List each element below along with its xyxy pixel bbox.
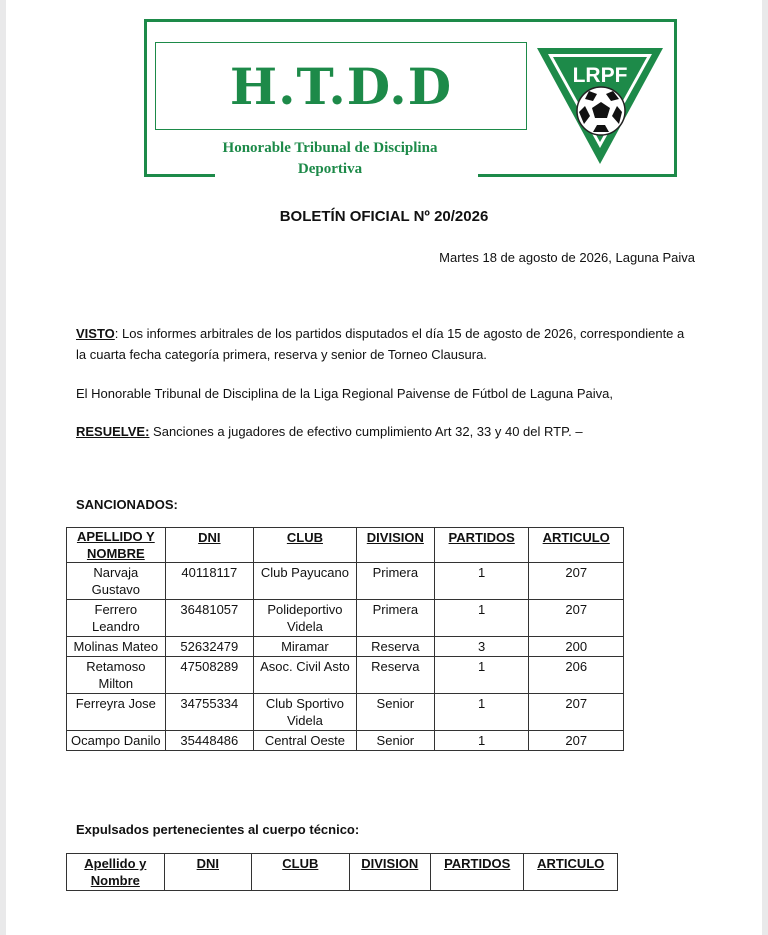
sancionados-table (66, 527, 624, 751)
lrpf-logo-icon (533, 44, 667, 168)
cell-nombre: Ferreyra Jose (67, 694, 166, 731)
title-box (155, 42, 527, 130)
col-header-articulo: ARTICULO (529, 528, 624, 563)
cell-club: Miramar (254, 637, 357, 657)
table-row (67, 694, 624, 731)
cell-club: Polideportivo Videla (254, 600, 357, 637)
cell-articulo: 207 (529, 731, 624, 751)
cell-partidos: 1 (434, 657, 529, 694)
sancionados-header-row (67, 528, 624, 563)
cell-dni: 47508289 (165, 657, 253, 694)
sancionados-label: SANCIONADOS: (76, 497, 178, 512)
col-header-dni: DNI (165, 528, 253, 563)
table-row (67, 731, 624, 751)
cell-articulo: 200 (529, 637, 624, 657)
resuelve-text: Sanciones a jugadores de efectivo cumplimiento Art 32, 33 y 40 del RTP. – (149, 424, 583, 439)
cell-division: Reserva (356, 637, 434, 657)
subtitle-line-2: Deportiva (297, 161, 363, 177)
cell-division: Senior (356, 731, 434, 751)
cell-club: Club Sportivo Videla (254, 694, 357, 731)
expulsados-header-row (67, 854, 618, 891)
col-header-partidos: PARTIDOS (430, 854, 524, 891)
cell-division: Senior (356, 694, 434, 731)
col-header-club: CLUB (252, 854, 350, 891)
table-row (67, 563, 624, 600)
subtitle-line-1: Honorable Tribunal de Disciplina (222, 140, 438, 156)
header-frame-bottom-right (478, 174, 677, 177)
tribunal-paragraph: El Honorable Tribunal de Disciplina de la Liga Regional Paivense de Fútbol de Laguna Paiva, (76, 386, 613, 401)
cell-articulo: 207 (529, 694, 624, 731)
resuelve-label: RESUELVE: (76, 424, 150, 439)
cell-partidos: 1 (434, 731, 529, 751)
cell-dni: 36481057 (165, 600, 253, 637)
cell-division: Reserva (356, 657, 434, 694)
resuelve-paragraph (76, 421, 696, 442)
col-header-apellido: Apellido y Nombre (67, 854, 165, 891)
expulsados-table (66, 853, 618, 891)
bulletin-date-place: Martes 18 de agosto de 2026, Laguna Paiva (439, 250, 695, 265)
col-header-club: CLUB (254, 528, 357, 563)
cell-nombre: Narvaja Gustavo (67, 563, 166, 600)
cell-club: Asoc. Civil Asto (254, 657, 357, 694)
cell-partidos: 1 (434, 694, 529, 731)
cell-nombre: Ferrero Leandro (67, 600, 166, 637)
logo-text: LRPF (572, 64, 628, 87)
cell-articulo: 207 (529, 563, 624, 600)
cell-division: Primera (356, 600, 434, 637)
cell-nombre: Ocampo Danilo (67, 731, 166, 751)
cell-dni: 52632479 (165, 637, 253, 657)
org-subtitle (175, 138, 485, 180)
expulsados-label: Expulsados pertenecientes al cuerpo técnico: (76, 822, 360, 837)
cell-partidos: 1 (434, 600, 529, 637)
cell-dni: 35448486 (165, 731, 253, 751)
cell-partidos: 3 (434, 637, 529, 657)
col-header-division: DIVISION (356, 528, 434, 563)
cell-club: Club Payucano (254, 563, 357, 600)
cell-club: Central Oeste (254, 731, 357, 751)
col-header-apellido: APELLIDO Y NOMBRE (67, 528, 166, 563)
visto-paragraph (76, 323, 696, 365)
col-header-dni: DNI (164, 854, 251, 891)
bulletin-heading: BOLETÍN OFICIAL Nº 20/2026 (279, 208, 489, 225)
table-row (67, 600, 624, 637)
cell-partidos: 1 (434, 563, 529, 600)
cell-nombre: Retamoso Milton (67, 657, 166, 694)
col-header-partidos: PARTIDOS (434, 528, 529, 563)
cell-dni: 40118117 (165, 563, 253, 600)
visto-text: : Los informes arbitrales de los partidos disputados el día 15 de agosto de 2026, correspondiente a la cuarta fecha categoría primera, reserva y senior de Torneo Clausura. (76, 326, 685, 362)
table-row (67, 657, 624, 694)
cell-dni: 34755334 (165, 694, 253, 731)
cell-division: Primera (356, 563, 434, 600)
cell-articulo: 207 (529, 600, 624, 637)
col-header-articulo: ARTICULO (524, 854, 618, 891)
cell-nombre: Molinas Mateo (67, 637, 166, 657)
cell-articulo: 206 (529, 657, 624, 694)
col-header-division: DIVISION (349, 854, 430, 891)
table-row (67, 637, 624, 657)
org-title: H.T.D.D (229, 56, 453, 116)
visto-label: VISTO (76, 326, 115, 341)
